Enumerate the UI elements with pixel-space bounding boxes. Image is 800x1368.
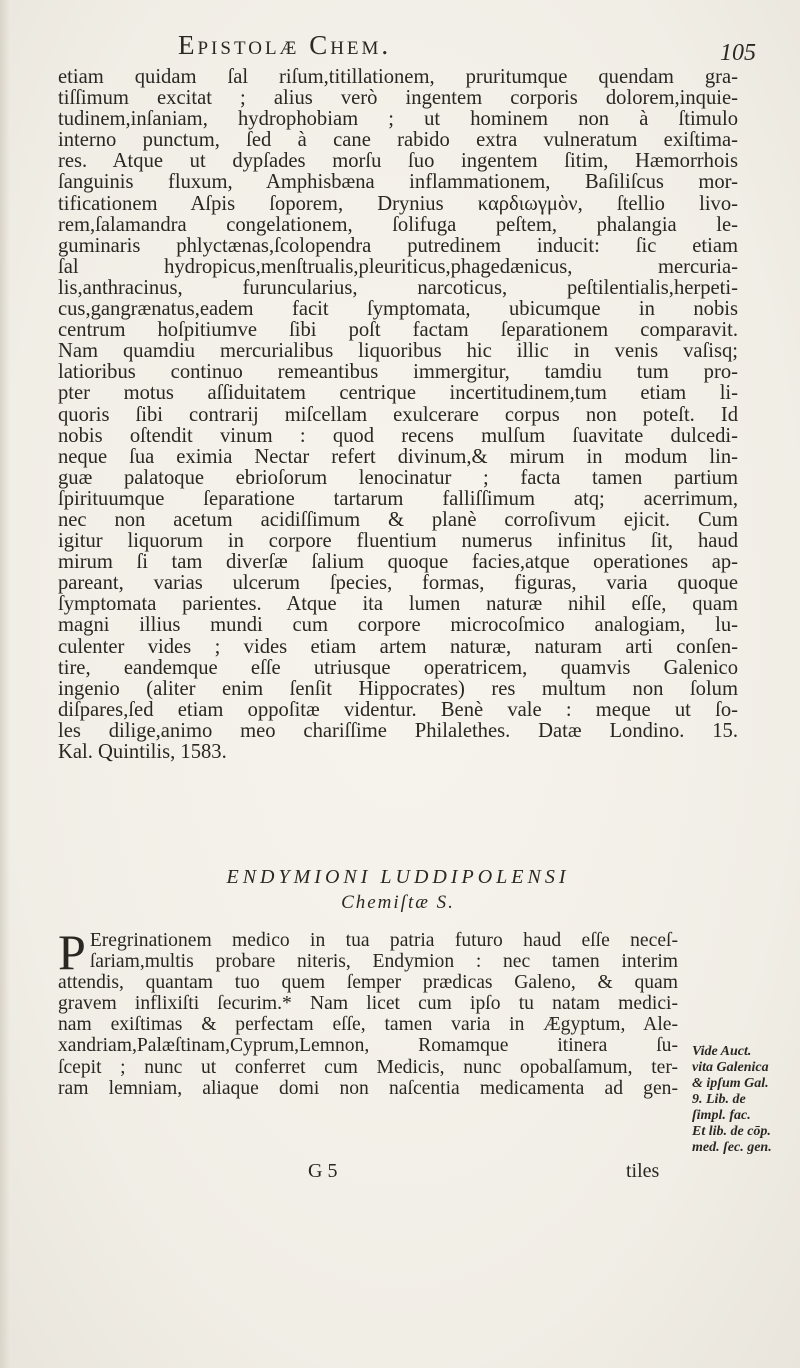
text-line: ſpirituumque ſeparatione tartarum falliſſimum atq; acerrimum, [58,488,738,510]
text-line: Eregrinationem medico in tua patria futuro haud eſſe neceſ- [89,930,678,951]
text-line: tudinem,inſaniam, hydrophobiam ; ut hominem non à ſtimulo [58,109,738,131]
text-line: magni illius mundi cum corpore microcoſmico analogiam, lu- [58,615,738,637]
letter-2-subheading: Chemiſtæ S. [341,892,455,913]
text-line: ſcepit ; nunc ut conferret cum Medicis, nunc opobalſamum, ter- [58,1056,678,1078]
marginal-note: 9. Lib. de [692,1092,746,1107]
text-line: tificationem Aſpis ſoporem, Drynius καρδιωγμὸν, ſtellio livo- [58,193,738,215]
text-line: les dilige,animo meo chariſſime Philalethes. Datæ Londino. 15. [58,720,738,742]
text-line: guæ palatoque ebrioſorum lenocinatur ; facta tamen partium [58,467,738,489]
text-line: xandriam,Palæſtinam,Cyprum,Lemnon, Romamque itinera ſu- [58,1035,678,1057]
text-line: diſpares,ſed etiam oppoſitæ videntur. Benè vale : meque ut ſo- [58,699,738,721]
signature-mark: G 5 [308,1160,338,1182]
marginal-note: & ipſum Gal. [692,1076,769,1091]
text-line: centrum hoſpitiumve ſibi poſt factam ſeparationem comparavit. [58,320,738,342]
text-line: nec non acetum acidiſſimum & planè corroſivum ejicit. Cum [58,509,738,531]
text-line: cus,gangrænatus,eadem facit ſymptomata, ubicumque in nobis [58,299,738,321]
text-line: etiam quidam ſal riſum,titillationem, pruritumque quendam gra- [58,67,738,88]
drop-cap: P [58,924,86,980]
text-line: tiſſimum excitat ; alius verò ingentem corporis dolorem,inquie- [58,88,738,110]
text-line: pter motus aſſiduitatem centrique incertitudinem,tum etiam li- [58,383,738,405]
text-line: tire, eandemque eſſe utriusque operatricem, quamvis Galenico [58,657,738,679]
text-line: igitur liquorum in corpore fluentium numerus infinitus ſit, haud [58,531,738,553]
marginal-note: Et lib. de cōp. [692,1124,771,1139]
marginal-note: vita Galenica [692,1060,769,1075]
letter-1-text [58,67,738,763]
text-line: ſanguinis fluxum, Amphisbæna inflammationem, Baſiliſcus mor- [58,172,738,194]
text-line: neque ſua eximia Nectar refert divinum,& mirum in modum lin- [58,446,738,468]
running-head: Epistolæ Chem. [178,30,392,60]
catchword: tiles [626,1160,660,1182]
text-line: ingenio (aliter enim ſenſit Hippocrates) res multum non ſolum [58,678,738,700]
text-line: rem,ſalamandra congelationem, ſolifuga peſtem, phalangia le- [58,214,738,236]
text-line: ſariam,multis probare niteris, Endymion : nec tamen interim [89,951,678,973]
text-line: culenter vides ; vides etiam artem naturæ, naturam arti conſen- [58,636,738,658]
text-line: mirum ſi tam diverſæ ſalium quoque facies,atque operationes ap- [58,552,738,574]
marginal-note: ſimpl. fac. [692,1108,751,1123]
text-line: pareant, varias ulcerum ſpecies, formas, figuras, varia quoque [58,573,738,595]
text-line: gravem inflixiſti ſecurim.* Nam licet cum ipſo tu natam medici- [58,993,678,1015]
text-line: nam exiſtimas & perfectam eſſe, tamen varia in Ægyptum, Ale- [58,1014,678,1036]
text-line: attendis, quantam tuo quem ſemper prædicas Galeno, & quam [58,972,678,994]
text-line: latioribus continuo remeantibus immergitur, tamdiu tum pro- [58,362,738,384]
marginal-notes [692,1044,792,1156]
text-line: Kal. Quintilis, 1583. [58,742,227,763]
marginal-note: med. ſec. gen. [692,1140,772,1155]
letter-2-heading: ENDYMIONI LUDDIPOLENSI [226,866,570,888]
text-line: quoris ſibi contrarij miſcellam exulcerare corpus non poteſt. Id [58,404,738,426]
gutter-shadow [0,0,10,1368]
text-line: res. Atque ut dypſades morſu ſuo ingentem ſitim, Hæmorrhois [58,151,738,173]
text-line: ram lemniam, aliaque domi non naſcentia medicamenta ad gen- [58,1077,678,1099]
text-line: ſymptomata parientes. Atque ita lumen naturæ nihil eſſe, quam [58,594,738,616]
text-line: lis,anthracinus, furuncularius, narcoticus, peſtilentialis,herpeti- [58,277,738,299]
page-number: 105 [720,40,756,66]
marginal-note: Vide Auct. [692,1044,752,1059]
text-line: nobis oſtendit vinum : quod recens mulſum ſuavitate dulcedi- [58,425,738,447]
text-line: ſal hydropicus,menſtrualis,pleuriticus,phagedænicus, mercuria- [58,256,738,278]
text-line: guminaris phlyctænas,ſcolopendra putredinem inducit: ſic etiam [58,235,738,257]
letter-2-text [58,924,678,1099]
text-line: interno punctum, ſed à cane rabido extra vulneratum exiſtima- [58,130,738,152]
text-line: Nam quamdiu mercurialibus liquoribus hic illic in venis vaſisq; [58,341,738,363]
